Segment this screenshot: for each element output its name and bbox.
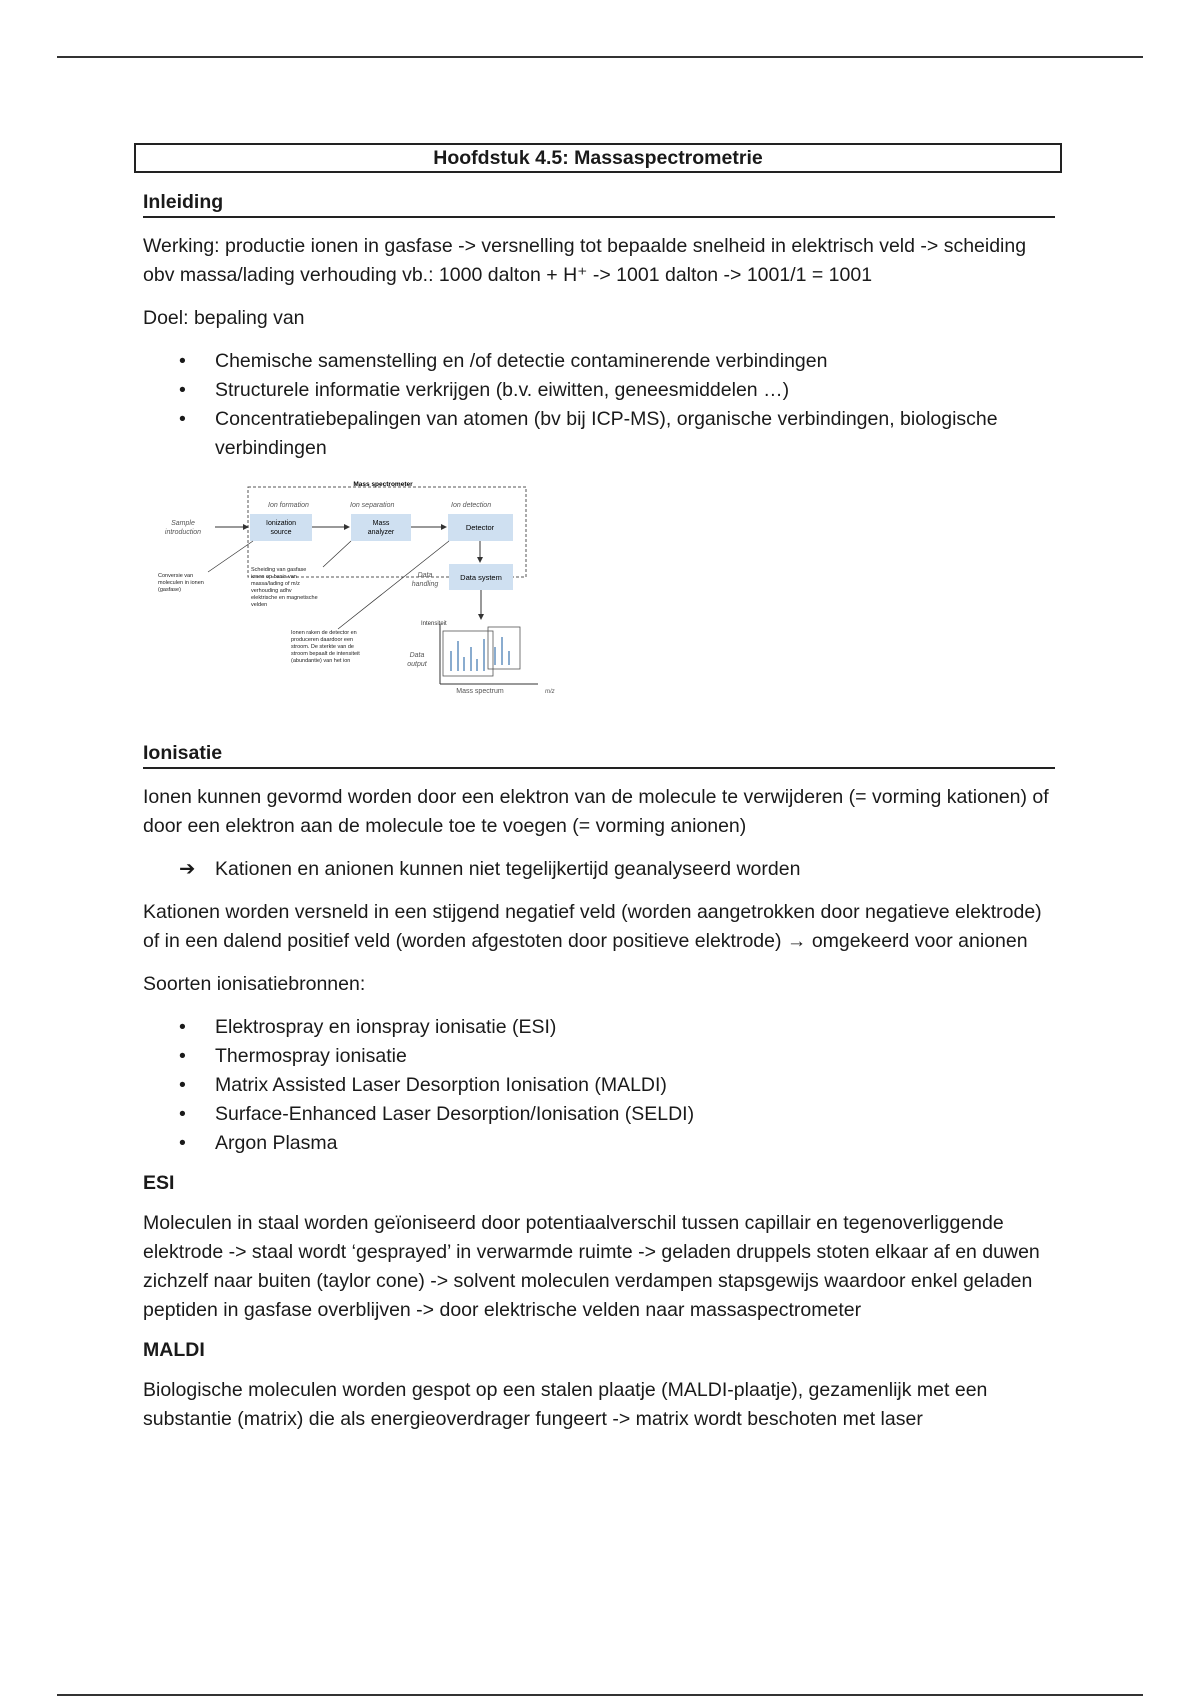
svg-text:analyzer: analyzer [367, 529, 395, 536]
svg-text:velden: velden [251, 602, 268, 608]
bullet-icon: • [179, 1132, 186, 1154]
bullet-icon: • [179, 1103, 186, 1125]
page-content [143, 143, 1059, 1434]
list-item: • Argon Plasma [143, 1129, 1059, 1158]
list-item: • Concentratiebepalingen van atomen (bv bij ICP-MS), organische verbindingen, biologische verbindingen [143, 405, 1059, 463]
mass-spectrometer-label: Mass spectrometer [353, 481, 413, 488]
maldi-heading: MALDI [143, 1339, 205, 1361]
svg-text:massa/lading of m/z: massa/lading of m/z [251, 581, 300, 587]
doel-list [143, 347, 1059, 463]
list-item: • Surface-Enhanced Laser Desorption/Ionisation (SELDI) [143, 1100, 1059, 1129]
svg-text:(abundantie) van het ion: (abundantie) van het ion [291, 658, 351, 664]
spectrum-peaks [451, 637, 509, 671]
sample-intro-line1: Sample [171, 520, 195, 527]
section-heading-ionisatie: Ionisatie [143, 742, 1055, 769]
chapter-title: Hoofdstuk 4.5: Massaspectrometrie [134, 143, 1062, 173]
svg-text:Ionization: Ionization [266, 520, 296, 527]
sample-intro-line2: introduction [164, 529, 202, 536]
bullet-icon: • [179, 1045, 186, 1067]
svg-text:(gasfase): (gasfase) [158, 587, 181, 593]
svg-text:Intensiteit: Intensiteit [421, 621, 447, 627]
list-item: • Matrix Assisted Laser Desorption Ionisation (MALDI) [143, 1071, 1059, 1100]
list-item: • Elektrospray en ionspray ionisatie (ESI) [143, 1013, 1059, 1042]
svg-text:moleculen in ionen: moleculen in ionen [158, 580, 204, 586]
list-item: • Thermospray ionisatie [143, 1042, 1059, 1071]
svg-text:Data: Data [417, 572, 433, 579]
note-separation [251, 567, 318, 608]
svg-text:produceren daardoor een: produceren daardoor een [291, 637, 354, 643]
svg-text:verhouding adhv: verhouding adhv [251, 588, 292, 594]
bullet-icon: • [179, 1074, 186, 1096]
note-conversion [158, 573, 204, 593]
ionisatie-paragraph-1: Ionen kunnen gevormd worden door een elektron van de molecule te verwijderen (= vorming kationen) of door een elektron aan de molecule toe te voegen (= vorming anionen) [143, 786, 1049, 837]
arrow-icon: ➔ [179, 858, 196, 880]
arrow-item: ➔ Kationen en anionen kunnen niet tegelijkertijd geanalyseerd worden [143, 855, 1059, 884]
ion-formation-label: Ion formation [268, 502, 309, 509]
svg-text:Mass: Mass [372, 520, 390, 527]
section-heading-inleiding: Inleiding [143, 191, 1055, 218]
mass-analyzer-box [351, 514, 411, 541]
diagram-svg [153, 479, 583, 724]
svg-text:Detector: Detector [465, 523, 495, 532]
svg-text:source: source [270, 529, 292, 536]
svg-text:handling: handling [411, 581, 439, 588]
bullet-icon: • [179, 408, 186, 430]
ion-detection-label: Ion detection [451, 502, 492, 509]
ionisatie-paragraph-2: Kationen worden versneld in een stijgend negatief veld (worden aangetrokken door negatieve elektrode) of in een dalend positief veld (worden afgestoten door positieve elektrode) → omgekeerd voor anionen [143, 901, 1042, 952]
svg-text:Data: Data [409, 652, 425, 659]
svg-text:stroom. De sterkte van de: stroom. De sterkte van de [291, 644, 354, 650]
bullet-icon: • [179, 1016, 186, 1038]
mass-spectrometer-diagram [153, 479, 583, 724]
esi-paragraph: Moleculen in staal worden geïoniseerd door potentiaalverschil tussen capillair en tegenoverliggende elektrode -> staal wordt ‘gesprayed’ in verwarmde ruimte -> geladen druppels stoten elkaar af en duwen zichzelf naar buiten (taylor cone) -> solvent moleculen verdampen stapsgewijs waardoor enkel geladen peptiden in gasfase overblijven -> door elektrische velden naar massaspectrometer [143, 1212, 1040, 1321]
svg-text:Scheiding van gasfase: Scheiding van gasfase [251, 567, 307, 573]
top-rule [57, 56, 1143, 58]
bullet-icon: • [179, 350, 186, 372]
maldi-paragraph: Biologische moleculen worden gespot op een stalen plaatje (MALDI-plaatje), gezamenlijk met een substantie (matrix) die als energieoverdrager fungeert -> matrix wordt beschoten met laser [143, 1379, 988, 1430]
svg-text:Conversie van: Conversie van [158, 573, 194, 579]
esi-heading: ESI [143, 1172, 175, 1194]
werking-paragraph: Werking: productie ionen in gasfase -> versnelling tot bepaalde snelheid in elektrisch veld -> scheiding obv massa/lading verhouding vb.: 1000 dalton + H⁺ -> 1001 dalton -> 1001/1 = 1001 [143, 235, 1027, 286]
svg-text:stroom bepaalt de intensiteit: stroom bepaalt de intensiteit [291, 651, 360, 657]
ion-separation-label: Ion separation [350, 502, 395, 509]
svg-text:output: output [407, 661, 427, 668]
soorten-paragraph: Soorten ionisatiebronnen: [143, 973, 366, 995]
ionisatie-list [143, 1013, 1059, 1158]
bullet-icon: • [179, 379, 186, 401]
doel-paragraph: Doel: bepaling van [143, 307, 305, 329]
bottom-rule [57, 1694, 1143, 1696]
list-item: • Structurele informatie verkrijgen (b.v. eiwitten, geneesmiddelen …) [143, 376, 1059, 405]
svg-text:Data system: Data system [460, 573, 502, 582]
note-detector [291, 630, 360, 664]
svg-text:elektrische en magnetische: elektrische en magnetische [251, 595, 318, 601]
svg-text:Ionen raken de detector en: Ionen raken de detector en [291, 630, 357, 636]
list-item: • Chemische samenstelling en /of detectie contaminerende verbindingen [143, 347, 1059, 376]
ionization-source-box [250, 514, 312, 541]
svg-text:Mass spectrum: Mass spectrum [456, 688, 504, 695]
svg-text:m/z: m/z [545, 689, 555, 695]
svg-text:ionen op basis van: ionen op basis van [251, 574, 297, 580]
